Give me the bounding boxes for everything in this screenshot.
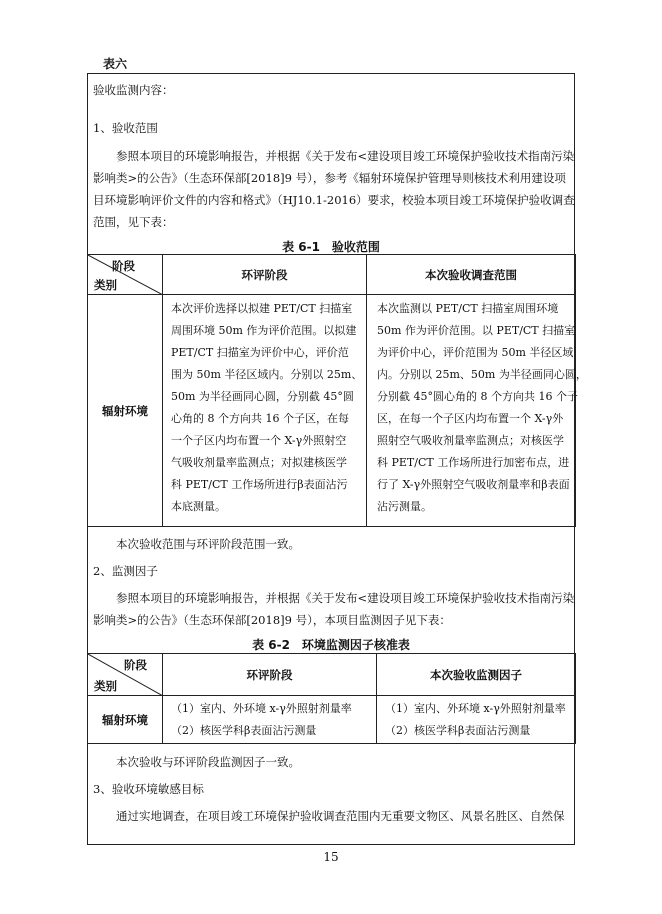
- table1-cell-line: 内。分别以 25m、50m 为半径画同心圆，: [377, 368, 587, 381]
- table1-cell-line: 为评价中心，评价范围为 50m 半径区域: [377, 346, 574, 359]
- s3-para-line: 通过实地调查，在项目竣工环境保护验收调查范围内无重要文物区、风景名胜区、自然保: [116, 809, 565, 823]
- table1-row-label: 辐射环境: [88, 295, 163, 527]
- table2-cell-line: （2）核医学科β表面沾污测量: [171, 724, 317, 737]
- table2-col-header: 本次验收监测因子: [377, 654, 576, 696]
- table1-cell-acceptance: [367, 295, 587, 527]
- table1-cell-line: 50m 作为评价范围。以 PET/CT 扫描室: [377, 324, 576, 337]
- s2-para-line: 参照本项目的环境影响报告，并根据《关于发布<建设项目竣工环境保护验收技术指南污染: [116, 591, 575, 605]
- table1-cell-line: 心角的 8 个方向共 16 个子区，在每: [171, 412, 349, 425]
- table1-cell-line: 行了 X-γ外照射空气吸收剂量率和β表面: [377, 478, 570, 491]
- table2-cell-line: （2）核医学科β表面沾污测量: [385, 724, 531, 737]
- table1-cell-line: 气吸收剂量率监测点；对拟建核医学: [171, 456, 347, 469]
- table1-corner-top: 阶段: [112, 259, 135, 273]
- table1: [87, 254, 587, 527]
- table1-corner-cell: [88, 255, 163, 295]
- note2: 本次验收与环评阶段监测因子一致。: [116, 755, 300, 769]
- table1-corner-bottom: 类别: [94, 278, 117, 292]
- s1-para-line: 影响类>的公告》（生态环保部[2018]9 号），参考《辐射环境保护管理导则核技术利用建设项: [93, 171, 566, 185]
- table2-cell-acceptance: [377, 696, 576, 744]
- table2-cell-eia: [163, 696, 377, 744]
- s1-para-line: 参照本项目的环境影响报告，并根据《关于发布<建设项目竣工环境保护验收技术指南污染: [116, 149, 575, 163]
- table1-caption: 表 6-1 验收范围: [282, 240, 380, 254]
- table1-col-header: 本次验收调查范围: [367, 255, 576, 295]
- page-number: 15: [323, 850, 339, 864]
- table1-cell-line: PET/CT 扫描室为评价中心，评价范: [171, 346, 349, 359]
- table1-cell-line: 周围环境 50m 作为评价范围。以拟建: [171, 324, 357, 337]
- table2-corner-bottom: 类别: [94, 679, 117, 693]
- s2-title: 2、监测因子: [93, 564, 158, 578]
- table1-cell-line: 沾污测量。: [377, 500, 432, 513]
- table1-cell-line: 50m 为半径画同心圆，分别截 45°圆: [171, 390, 354, 403]
- table1-cell-line: 科 PET/CT 工作场所进行β表面沾污: [171, 478, 348, 491]
- table1-cell-line: 照射空气吸收剂量率监测点；对核医学: [377, 434, 564, 447]
- table1-cell-line: 本底测量。: [171, 500, 226, 513]
- table-label: 表六: [103, 57, 128, 71]
- table1-cell-line: 本次监测以 PET/CT 扫描室周围环境: [377, 302, 559, 315]
- table2-cell-line: （1）室内、外环境 x-γ外照射剂量率: [385, 702, 566, 715]
- table2: [87, 653, 576, 744]
- table2-row-label: 辐射环境: [88, 696, 163, 744]
- table1-cell-line: 分别截 45°圆心角的 8 个方向共 16 个子: [377, 390, 578, 403]
- table2-cell-line: （1）室内、外环境 x-γ外照射剂量率: [171, 702, 352, 715]
- table2-corner-cell: [88, 654, 163, 696]
- s2-para-line: 影响类>的公告》（生态环保部[2018]9 号），本项目监测因子见下表：: [93, 613, 451, 627]
- s1-title: 1、验收范围: [93, 121, 158, 135]
- note1: 本次验收范围与环评阶段范围一致。: [116, 537, 300, 551]
- table1-cell-line: 一个子区内均布置一个 X-γ外照射空: [171, 434, 347, 447]
- table1-col-header: 环评阶段: [163, 255, 367, 295]
- table2-caption: 表 6-2 环境监测因子核准表: [252, 638, 410, 652]
- table1-cell-line: 科 PET/CT 工作场所进行加密布点，进: [377, 456, 570, 469]
- section-heading: 验收监测内容：: [93, 83, 174, 97]
- table1-cell-line: 区，在每一个子区内均布置一个 X-γ外: [377, 412, 564, 425]
- table2-col-header: 环评阶段: [163, 654, 377, 696]
- s1-para-line: 范围，见下表：: [93, 215, 174, 229]
- table2-corner-top: 阶段: [124, 658, 147, 672]
- s3-title: 3、验收环境敏感目标: [93, 782, 204, 796]
- table1-cell-line: 本次评价选择以拟建 PET/CT 扫描室: [171, 302, 353, 315]
- s1-para-line: 目环境影响评价文件的内容和格式》（HJ10.1-2016）要求，校验本项目竣工环境保护验收调查: [93, 193, 575, 207]
- table1-cell-eia: [163, 295, 367, 527]
- table1-cell-line: 围为 50m 半径区域内。分别以 25m、: [171, 368, 363, 381]
